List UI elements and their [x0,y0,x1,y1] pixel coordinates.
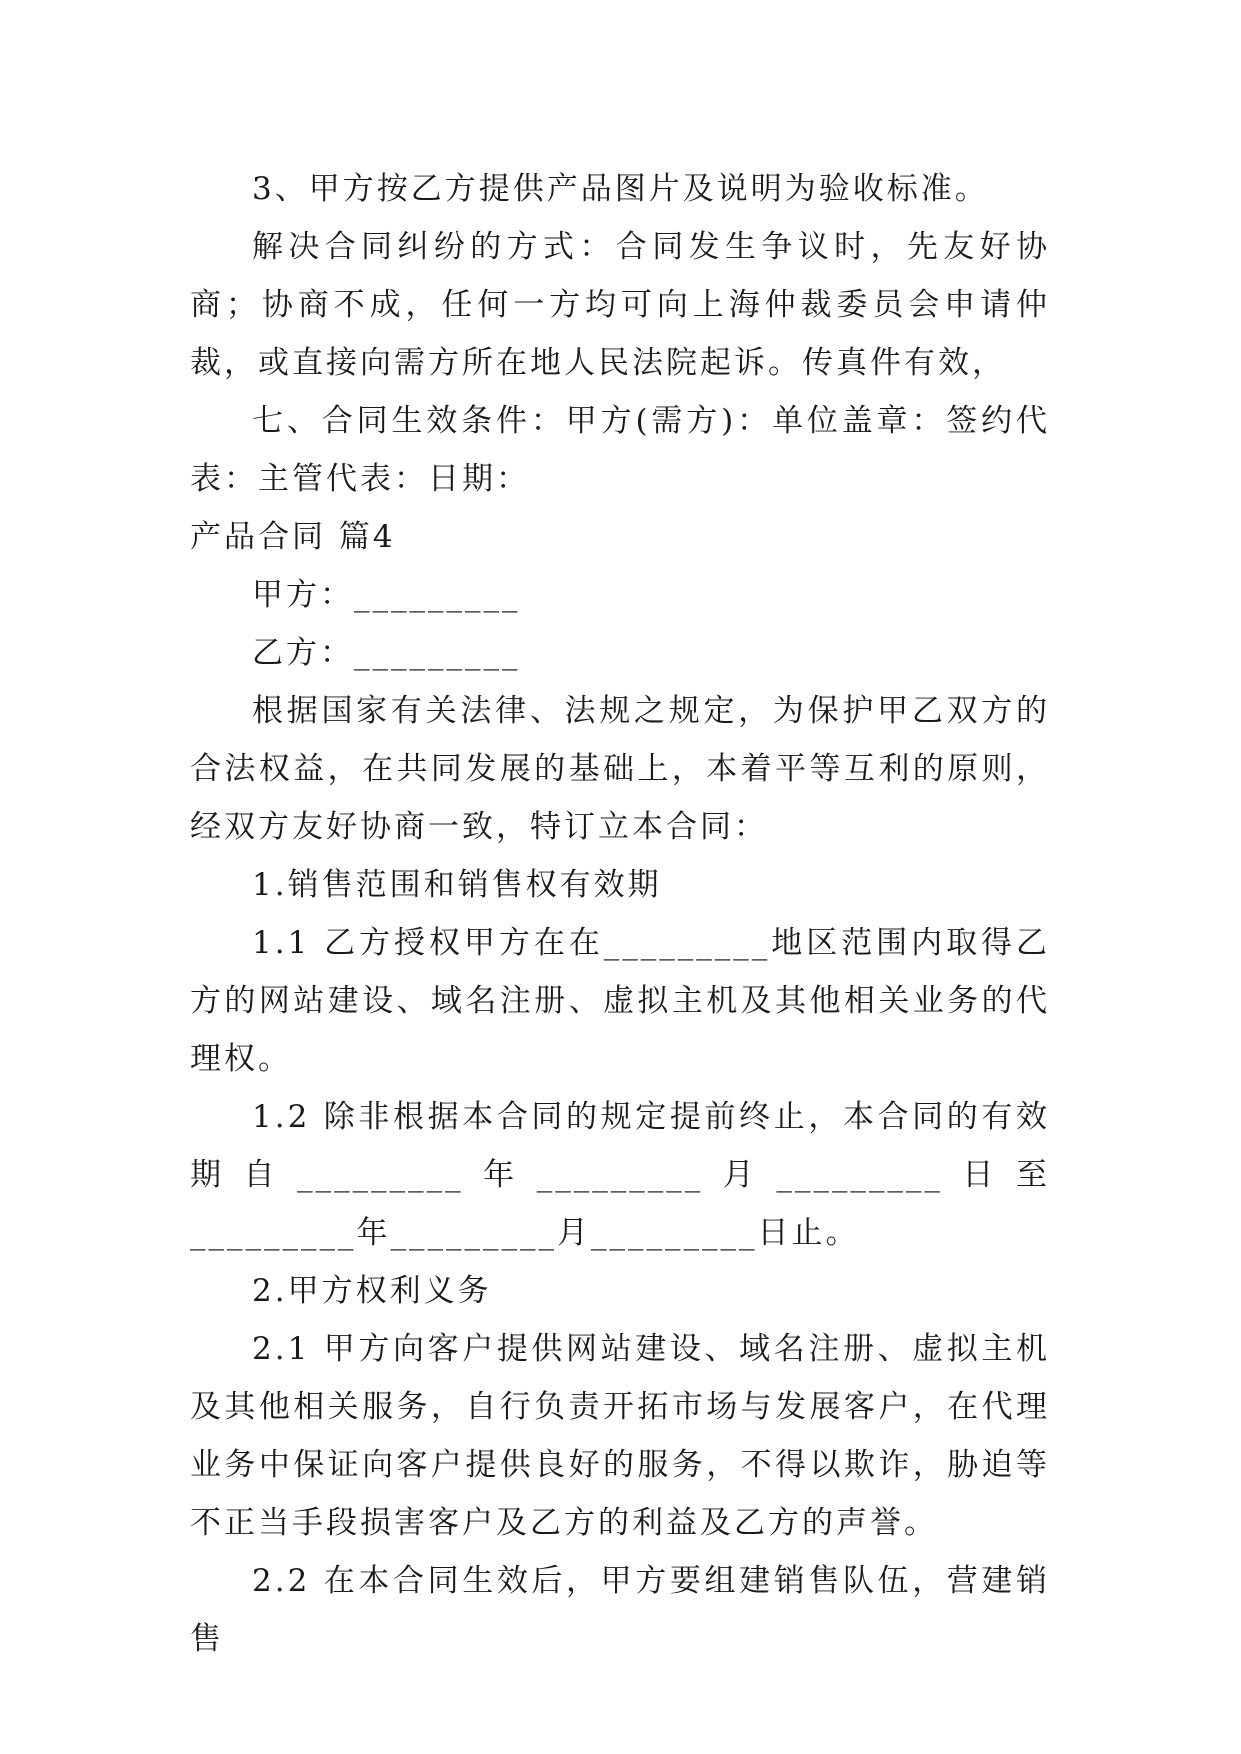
section-title: 产品合同 篇4 [190,519,396,555]
clause-2-1: 2.1 甲方向客户提供网站建设、域名注册、虚拟主机及其他相关服务，自行负责开拓市场与发展客户，在代理业务中保证向客户提供良好的服务，不得以欺诈，胁迫等不正当手段损害客户及乙方的利益及乙方的声誉。 [190,1331,1050,1541]
clause-2-2: 2.2 在本合同生效后，甲方要组建销售队伍，营建销售 [190,1563,1050,1657]
paragraph-dispute-resolution: 解决合同纠纷的方式：合同发生争议时，先友好协商；协商不成，任何一方均可向上海仲裁委员会申请仲裁，或直接向需方所在地人民法院起诉。传真件有效， [190,229,1050,381]
party-b-line: 乙方：_________ [252,635,521,671]
document-body [190,160,1050,1668]
paragraph-acceptance-standard: 3、甲方按乙方提供产品图片及说明为验收标准。 [252,171,989,207]
clause-1-1: 1.1 乙方授权甲方在在_________地区范围内取得乙方的网站建设、域名注册、虚拟主机及其他相关业务的代理权。 [190,925,1050,1077]
clause-1-2: 1.2 除非根据本合同的规定提前终止，本合同的有效期自_________年_________月_________日至_________年_________月_________日止。 [190,1099,1050,1251]
clause-heading-party-a-rights: 2.甲方权利义务 [252,1273,492,1309]
party-a-line: 甲方：_________ [252,577,521,613]
paragraph-effective-conditions: 七、合同生效条件：甲方(需方)：单位盖章：签约代表：主管代表：日期： [190,403,1050,497]
paragraph-preamble: 根据国家有关法律、法规之规定，为保护甲乙双方的合法权益，在共同发展的基础上，本着平等互利的原则，经双方友好协商一致，特订立本合同： [190,693,1050,845]
clause-heading-sales-scope: 1.销售范围和销售权有效期 [252,867,662,903]
